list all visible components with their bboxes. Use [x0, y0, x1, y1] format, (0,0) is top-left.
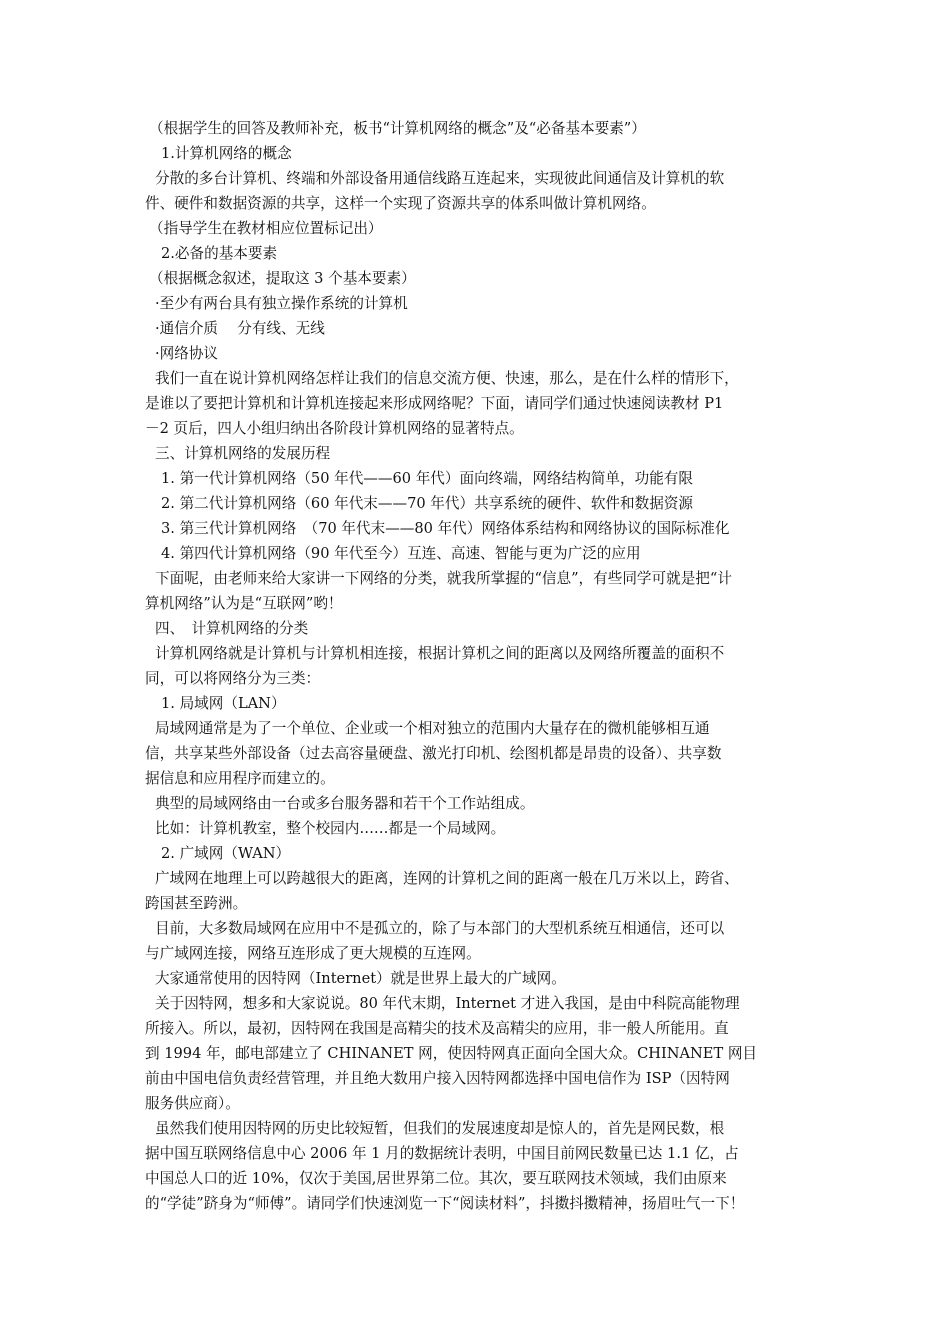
text-line: 跨国甚至跨洲。	[145, 895, 248, 912]
text-line: 是谁以了要把计算机和计算机连接起来形成网络呢？下面，请同学们通过快速阅读教材 P1	[145, 395, 724, 412]
bullet-item: ·网络协议	[155, 345, 219, 362]
text-line: （指导学生在教材相应位置标记出）	[149, 220, 383, 237]
text-line: 比如：计算机教室，整个校园内……都是一个局域网。	[155, 820, 506, 837]
heading-concept: 1.计算机网络的概念	[161, 145, 292, 162]
list-item: 1. 第一代计算机网络（50 年代——60 年代）面向终端，网络结构简单，功能有限	[161, 470, 693, 487]
text-line: 局域网通常是为了一个单位、企业或一个相对独立的范围内大量存在的微机能够相互通	[155, 720, 710, 737]
text-line: 算机网络”认为是“互联网”哟！	[145, 595, 343, 612]
text-line: 的“学徒”跻身为“师傅”。请同学们快速浏览一下“阅读材料”，抖擞抖擞精神，扬眉吐气一下！	[145, 1195, 745, 1212]
text-line: 我们一直在说计算机网络怎样让我们的信息交流方便、快速，那么，是在什么样的情形下，	[155, 370, 739, 387]
text-line: 服务供应商）。	[145, 1095, 240, 1112]
text-line: 所接入。所以，最初，因特网在我国是高精尖的技术及高精尖的应用，非一般人所能用。直	[145, 1020, 729, 1037]
text-line: 到 1994 年，邮电部建立了 CHINANET 网，使因特网真正面向全国大众。CHINANET 网目	[145, 1045, 758, 1062]
heading-elements: 2.必备的基本要素	[161, 245, 278, 262]
text-line: 分散的多台计算机、终端和外部设备用通信线路互连起来，实现彼此间通信及计算机的软	[155, 170, 725, 187]
text-line: 据信息和应用程序而建立的。	[145, 770, 335, 787]
text-line: 大家通常使用的因特网（Internet）就是世界上最大的广域网。	[155, 970, 566, 987]
text-line: －2 页后，四人小组归纳出各阶段计算机网络的显著特点。	[145, 420, 524, 437]
section-heading: 三、计算机网络的发展历程	[155, 445, 331, 462]
text-line: 下面呢，由老师来给大家讲一下网络的分类，就我所掌握的“信息”，有些同学可就是把“计	[155, 570, 732, 587]
text-line: （根据学生的回答及教师补充，板书“计算机网络的概念”及“必备基本要素”）	[149, 120, 646, 137]
subheading-lan: 1. 局域网（LAN）	[161, 695, 286, 712]
document-body	[145, 116, 810, 1216]
text-line: 与广域网连接，网络互连形成了更大规模的互连网。	[145, 945, 481, 962]
subheading-wan: 2. 广域网（WAN）	[161, 845, 291, 862]
section-heading: 四、 计算机网络的分类	[155, 620, 309, 637]
bullet-item: ·通信介质 分有线、无线	[155, 320, 325, 337]
text-line: 关于因特网，想多和大家说说。80 年代末期，Internet 才进入我国，是由中科院高能物理	[155, 995, 740, 1012]
text-line: 计算机网络就是计算机与计算机相连接，根据计算机之间的距离以及网络所覆盖的面积不	[155, 645, 725, 662]
text-line: 前由中国电信负责经营管理，并且绝大数用户接入因特网都选择中国电信作为 ISP（因特网	[145, 1070, 730, 1087]
text-line: （根据概念叙述，提取这 3 个基本要素）	[149, 270, 416, 287]
list-item: 2. 第二代计算机网络（60 年代末——70 年代）共享系统的硬件、软件和数据资源	[161, 495, 693, 512]
text-line: 据中国互联网络信息中心 2006 年 1 月的数据统计表明，中国目前网民数量已达 1.1 亿，占	[145, 1145, 739, 1162]
text-line: 虽然我们使用因特网的历史比较短暂，但我们的发展速度却是惊人的，首先是网民数，根	[155, 1120, 725, 1137]
text-line: 件、硬件和数据资源的共享，这样一个实现了资源共享的体系叫做计算机网络。	[145, 195, 656, 212]
list-item: 4. 第四代计算机网络（90 年代至今）互连、高速、智能与更为广泛的应用	[161, 545, 641, 562]
list-item: 3. 第三代计算机网络 （70 年代末——80 年代）网络体系结构和网络协议的国际标准化	[161, 520, 730, 537]
bullet-item: ·至少有两台具有独立操作系统的计算机	[155, 295, 408, 312]
text-line: 同，可以将网络分为三类：	[145, 670, 321, 687]
text-line: 中国总人口的近 10%，仅次于美国,居世界第二位。其次，要互联网技术领域，我们由原来	[145, 1170, 727, 1187]
text-line: 目前，大多数局域网在应用中不是孤立的，除了与本部门的大型机系统互相通信，还可以	[155, 920, 725, 937]
text-line: 广域网在地理上可以跨越很大的距离，连网的计算机之间的距离一般在几万米以上，跨省、	[155, 870, 739, 887]
text-line: 信，共享某些外部设备（过去高容量硬盘、激光打印机、绘图机都是昂贵的设备）、共享数	[145, 745, 722, 762]
text-line: 典型的局域网络由一台或多台服务器和若干个工作站组成。	[155, 795, 535, 812]
